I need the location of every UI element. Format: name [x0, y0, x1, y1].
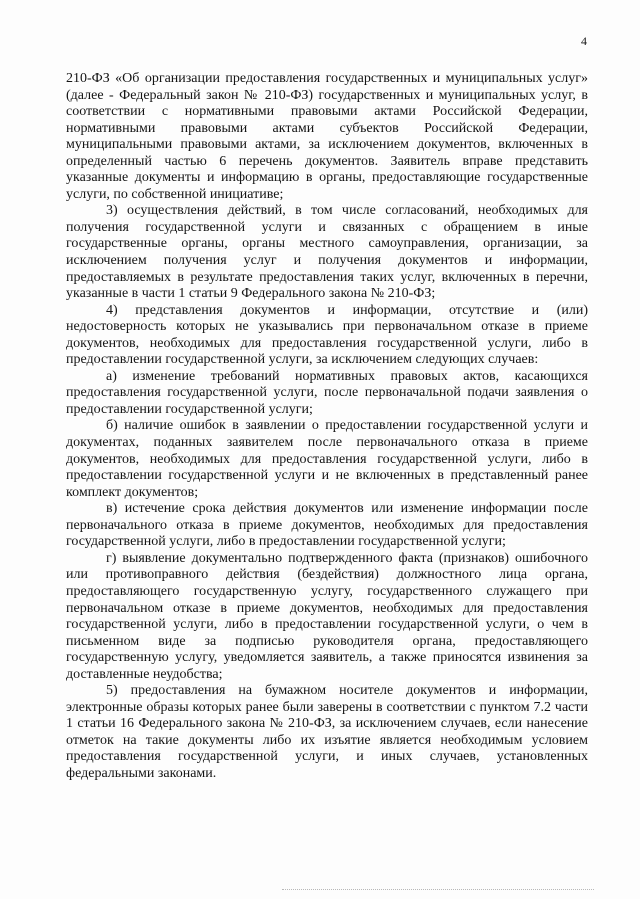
paragraph-subitem-a: а) изменение требований нормативных правовых актов, касающихся предоставления государственной услуги, после первоначальной подачи заявления о предоставлении государственной услуги; [66, 368, 588, 417]
page-number: 4 [581, 34, 587, 48]
body-text [66, 71, 588, 783]
paragraph-item-3: 3) осуществления действий, в том числе согласований, необходимых для получения государственной услуги и связанных с обращением в иные государственные органы, органы местного самоуправления, организации, за исключением получения услуг и получения документов и информации, предоставляемых в результате предоставления таких услуг, включенных в перечни, указанные в части 1 статьи 9 Федерального закона № 210-ФЗ; [66, 203, 588, 302]
paragraph-item-4: 4) представления документов и информации, отсутствие и (или) недостоверность которых не указывались при первоначальном отказе в приеме документов, необходимых для предоставления государственной услуги, либо в предоставлении государственной услуги, за исключением следующих случаев: [66, 302, 588, 368]
paragraph-subitem-g: г) выявление документально подтвержденного факта (признаков) ошибочного или противоправного действия (бездействия) должностного лица органа, предоставляющего государственную услугу, государственного служащего при первоначальном отказе в приеме документов, необходимых для предоставления государственной услуги, либо в предоставлении государственной услуги, о чем в письменном виде за подписью руководителя органа, предоставляющего государственную услугу, уведомляется заявитель, а также приносятся извинения за доставленные неудобства; [66, 550, 588, 682]
paragraph-continuation: 210-ФЗ «Об организации предоставления государственных и муниципальных услуг» (далее - Федеральный закон № 210-ФЗ) государственных и муниципальных услуг, в соответствии с нормативными правовыми актами Российской Федерации, нормативными правовыми актами субъектов Российской Федерации, муниципальными правовыми актами, за исключением документов, включенных в определенный частью 6 перечень документов. Заявитель вправе представить указанные документы и информацию в органы, предоставляющие государственные услуги, по собственной инициативе; [66, 71, 588, 202]
footer-dotted-rule [282, 889, 594, 890]
paragraph-subitem-v: в) истечение срока действия документов или изменение информации после первоначального отказа в приеме документов, необходимых для предоставления государственной услуги, либо в предоставлении государственной услуги; [66, 501, 588, 550]
paragraph-item-5: 5) предоставления на бумажном носителе документов и информации, электронные образы которых ранее были заверены в соответствии с пунктом 7.2 части 1 статьи 16 Федерального закона № 210-ФЗ, за исключением случаев, если нанесение отметок на такие документы либо их изъятие является необходимым условием предоставления государственной услуги, и иных случаев, установленных федеральными законами. [66, 683, 588, 781]
paragraph-subitem-b: б) наличие ошибок в заявлении о предоставлении государственной услуги и документах, поданных заявителем после первоначального отказа в приеме документов, необходимых для предоставления государственной услуги, либо в предоставлении государственной услуги и не включенных в представленный ранее комплект документов; [66, 418, 588, 500]
